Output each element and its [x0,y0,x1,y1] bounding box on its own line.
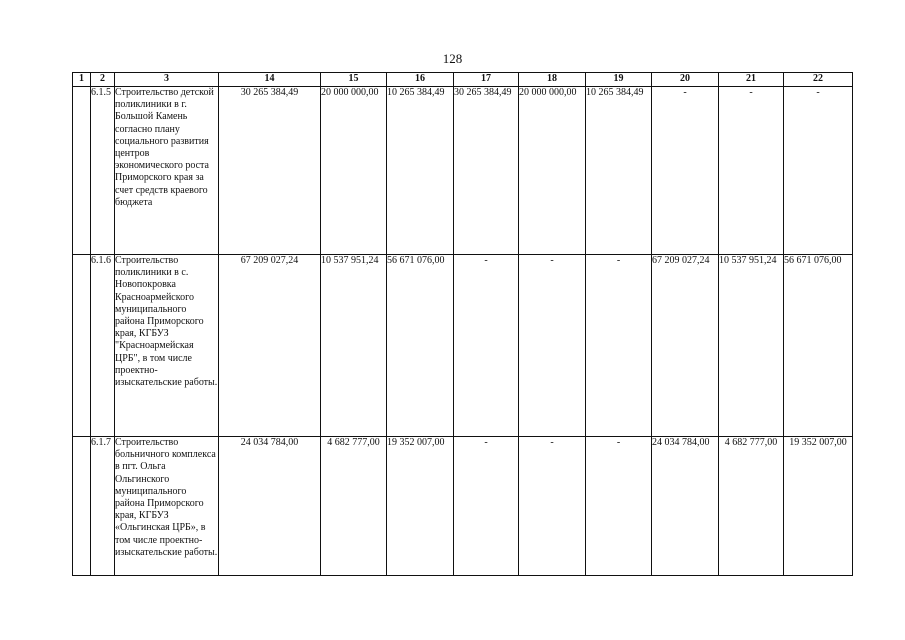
cell-description: Строительство детской поликлиники в г. Большой Камень согласно плану социального развития центров экономического роста Приморского края за счет средств краевого бюджета [115,87,219,255]
cell-value: 24 034 784,00 [652,437,719,576]
cell-value: 24 034 784,00 [219,437,321,576]
cell-index [73,255,91,437]
cell-value: - [519,255,586,437]
header-row [73,73,853,87]
cell-value: - [454,255,519,437]
cell-value: - [784,87,853,255]
column-header: 1 [73,73,91,87]
cell-value: 20 000 000,00 [321,87,387,255]
cell-value: 56 671 076,00 [387,255,454,437]
cell-value: 20 000 000,00 [519,87,586,255]
table-row [73,87,853,255]
cell-value: - [519,437,586,576]
column-header: 21 [719,73,784,87]
cell-code: 6.1.5 [91,87,115,255]
cell-value: 67 209 027,24 [219,255,321,437]
column-header: 19 [586,73,652,87]
cell-value: 4 682 777,00 [321,437,387,576]
column-header: 14 [219,73,321,87]
cell-value: - [454,437,519,576]
cell-value: - [652,87,719,255]
cell-description: Строительство поликлиники в с. Новопокровка Красноармейского муниципального района Приморского края, КГБУЗ "Красноармейская ЦРБ", в том числе проектно-изыскательские работы. [115,255,219,437]
cell-index [73,437,91,576]
column-header: 2 [91,73,115,87]
cell-value: 10 265 384,49 [586,87,652,255]
cell-value: 4 682 777,00 [719,437,784,576]
cell-value: 10 537 951,24 [321,255,387,437]
column-header: 20 [652,73,719,87]
table-row [73,255,853,437]
cell-value: 10 537 951,24 [719,255,784,437]
cell-value: 56 671 076,00 [784,255,853,437]
cell-code: 6.1.7 [91,437,115,576]
cell-code: 6.1.6 [91,255,115,437]
column-header: 17 [454,73,519,87]
column-header: 3 [115,73,219,87]
cell-value: 67 209 027,24 [652,255,719,437]
cell-value: - [719,87,784,255]
cell-value: 19 352 007,00 [387,437,454,576]
table-row [73,437,853,576]
cell-value: 19 352 007,00 [784,437,853,576]
budget-table [72,72,853,576]
column-header: 22 [784,73,853,87]
cell-value: 10 265 384,49 [387,87,454,255]
cell-value: - [586,255,652,437]
column-header: 15 [321,73,387,87]
cell-value: 30 265 384,49 [219,87,321,255]
column-header: 18 [519,73,586,87]
cell-value: - [586,437,652,576]
page-number: 128 [442,51,463,66]
column-header: 16 [387,73,454,87]
cell-description: Строительство больничного комплекса в пгт. Ольга Ольгинского муниципального района Приморского края, КГБУЗ «Ольгинская ЦРБ», в том числе проектно-изыскательские работы. [115,437,219,576]
cell-index [73,87,91,255]
cell-value: 30 265 384,49 [454,87,519,255]
